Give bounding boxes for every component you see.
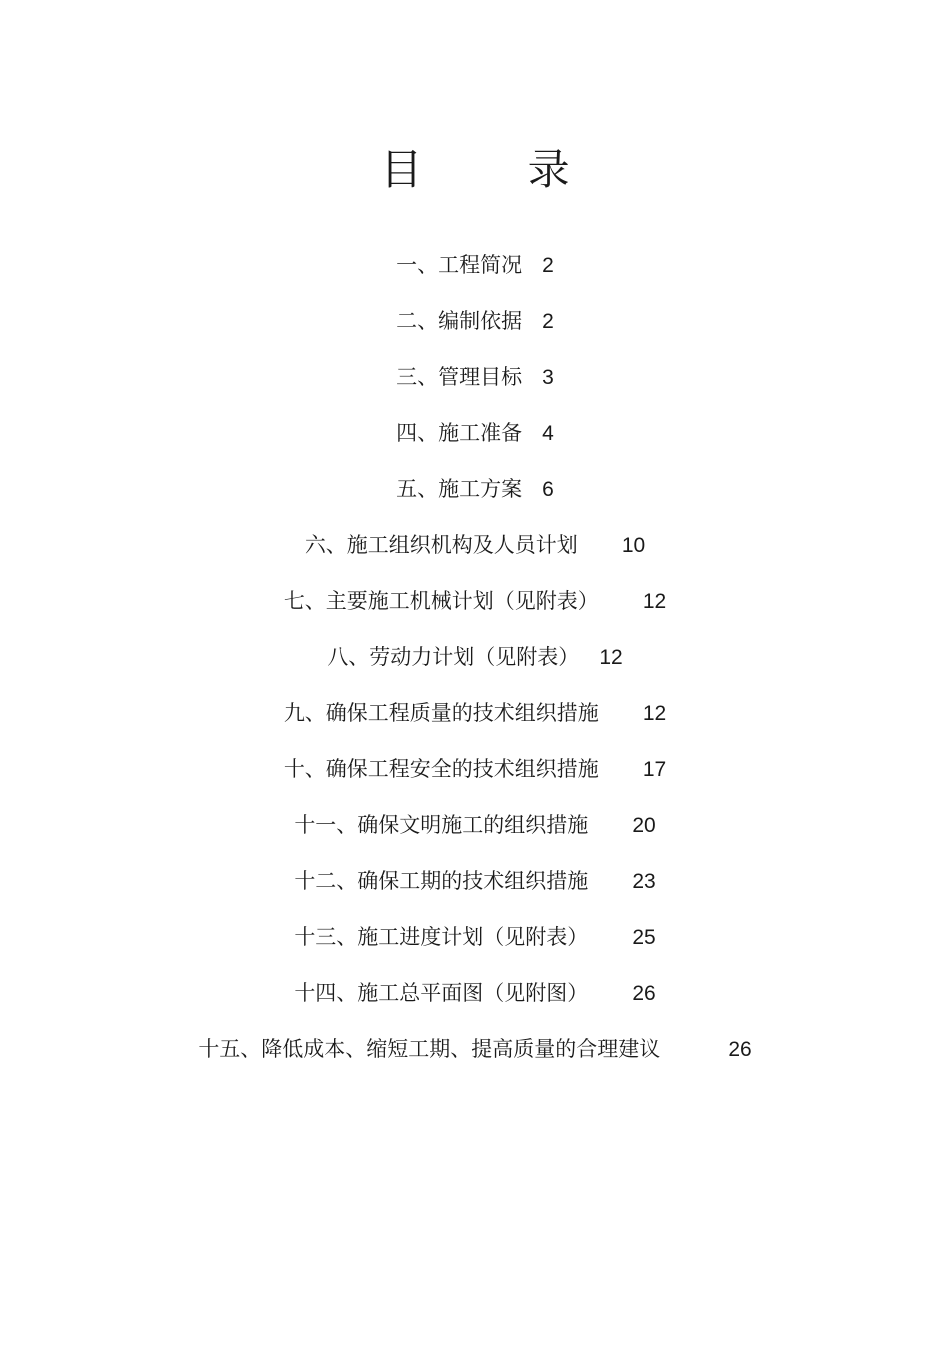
toc-item-page: 10 <box>621 534 646 557</box>
toc-item-2[interactable] <box>0 299 950 355</box>
toc-item-page: 6 <box>542 478 554 501</box>
toc-item-page: 17 <box>642 758 667 781</box>
toc-item-label: 十四、施工总平面图（见附图） <box>294 981 589 1005</box>
toc-item-label: 十五、降低成本、缩短工期、提高质量的合理建议 <box>198 1037 661 1061</box>
toc-item-12[interactable] <box>0 859 950 915</box>
toc-item-9[interactable] <box>0 691 950 747</box>
toc-item-label: 十一、确保文明施工的组织措施 <box>294 813 589 837</box>
toc-item-page: 12 <box>642 590 667 613</box>
toc-item-label: 二、编制依据 <box>396 309 523 333</box>
toc-item-1[interactable] <box>0 243 950 299</box>
toc-item-page: 12 <box>599 646 623 669</box>
toc-item-4[interactable] <box>0 411 950 467</box>
toc-item-page: 12 <box>642 702 667 725</box>
toc-item-label: 六、施工组织机构及人员计划 <box>304 533 578 557</box>
toc-title: 目 录 <box>380 145 616 194</box>
toc-item-label: 三、管理目标 <box>396 365 523 389</box>
toc-item-page: 2 <box>542 254 554 277</box>
toc-item-label: 五、施工方案 <box>396 477 523 501</box>
toc-item-14[interactable] <box>0 971 950 1027</box>
toc-item-label: 十、确保工程安全的技术组织措施 <box>283 757 599 781</box>
toc-item-page: 23 <box>632 870 656 893</box>
toc-item-13[interactable] <box>0 915 950 971</box>
toc-item-8[interactable] <box>0 635 950 691</box>
toc-item-11[interactable] <box>0 803 950 859</box>
toc-item-7[interactable] <box>0 579 950 635</box>
toc-item-5[interactable] <box>0 467 950 523</box>
toc-item-10[interactable] <box>0 747 950 803</box>
toc-item-page: 4 <box>542 422 554 445</box>
toc-item-label: 八、劳动力计划（见附表） <box>327 645 580 669</box>
toc-item-page: 26 <box>632 982 656 1005</box>
toc-item-page: 2 <box>542 310 554 333</box>
toc-item-page: 3 <box>542 366 554 389</box>
toc-item-page: 20 <box>632 814 656 837</box>
table-of-contents <box>0 243 950 1083</box>
toc-item-15[interactable] <box>0 1027 950 1083</box>
toc-item-page: 25 <box>632 926 656 949</box>
toc-item-label: 一、工程简况 <box>396 253 523 277</box>
toc-item-page: 26 <box>728 1038 752 1061</box>
toc-item-3[interactable] <box>0 355 950 411</box>
toc-item-label: 七、主要施工机械计划（见附表） <box>283 589 599 613</box>
toc-item-label: 四、施工准备 <box>396 421 523 445</box>
toc-item-label: 十二、确保工期的技术组织措施 <box>294 869 589 893</box>
toc-item-6[interactable] <box>0 523 950 579</box>
toc-item-label: 九、确保工程质量的技术组织措施 <box>283 701 599 725</box>
toc-item-label: 十三、施工进度计划（见附表） <box>294 925 589 949</box>
